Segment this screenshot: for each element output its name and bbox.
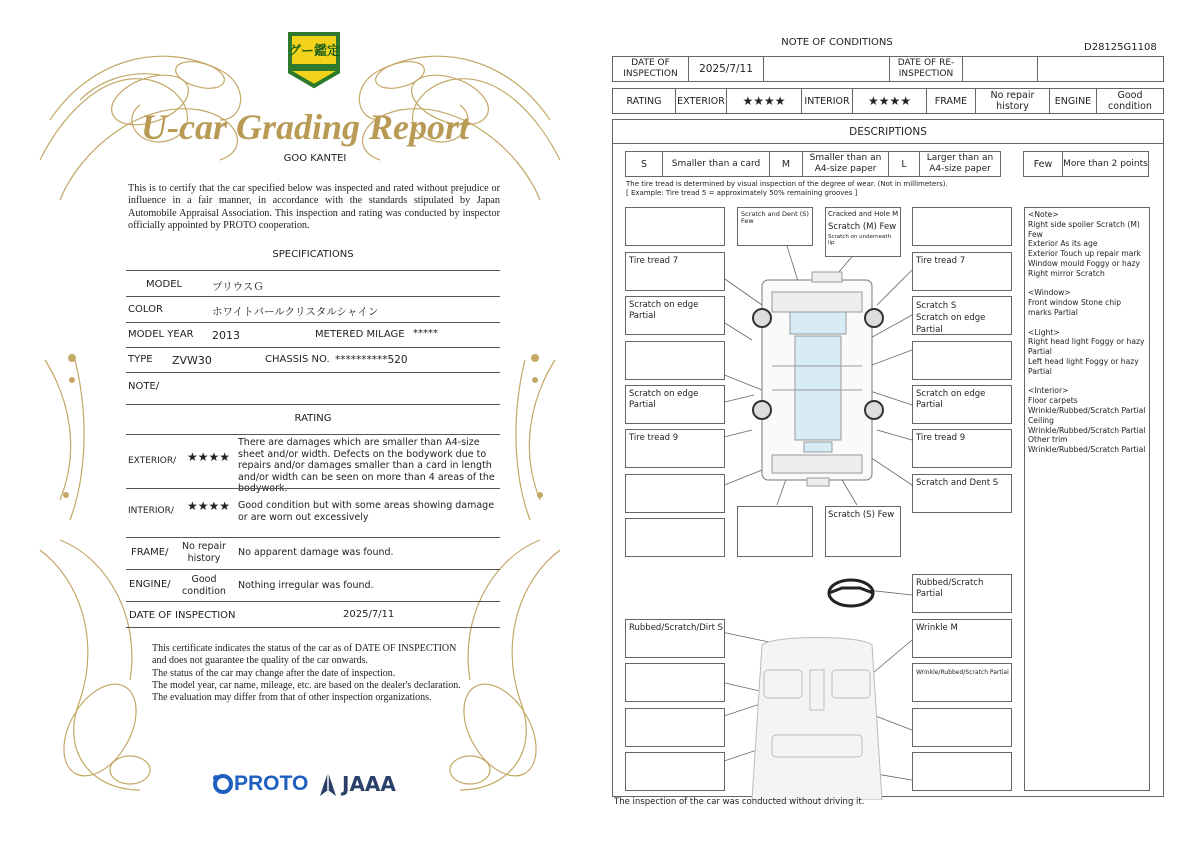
legend-l-desc: Larger than an A4-size paper [926,153,994,174]
certificate-title: U-car Grading Report [140,107,469,147]
rating-heading: RATING [294,413,332,424]
type-label: TYPE [128,354,153,365]
chassis-label: CHASSIS NO. [265,354,330,365]
callout-text: Scratch on edge Partial [629,389,699,410]
callout-text: Scratch S [916,301,957,311]
callout-right-front-door [912,296,1012,335]
note-line: Right side spoiler Scratch (M) Few [1028,219,1140,239]
callout-text: Scratch and Dent S [916,478,999,488]
callout-text: Rubbed/Scratch Partial [916,578,984,599]
note-line: Other trim Wrinkle/Rubbed/Scratch Partial [1028,435,1146,455]
note-line: Right mirror Scratch [1028,268,1105,278]
note-line: Ceiling Wrinkle/Rubbed/Scratch Partial [1028,415,1146,435]
legend-m: M [781,158,791,170]
date-of-inspection-value: 2025/7/11 [699,63,753,75]
callout-right-rear-edge [912,385,1012,424]
exterior-label: EXTERIOR [677,95,725,107]
metered-milage-value: ***** [413,328,438,339]
descriptions-heading: DESCRIPTIONS [849,125,927,138]
type-value: ZVW30 [172,354,212,367]
legend-m-desc: Smaller than an A4-size paper [809,153,882,174]
callout-text: Tire tread 7 [629,256,679,266]
footer-note: The inspection of the car was conducted without driving it. [614,797,865,807]
notes-list [1028,210,1146,455]
callout-box-empty [625,207,725,246]
callout-text: Scratch on edge Partial [916,389,986,410]
goo-kantei-logo [284,28,344,90]
model-label: MODEL [146,279,183,290]
engine-description: Nothing irregular was found. [238,580,374,591]
note-line [1028,279,1146,289]
callout-text: Tire tread 9 [629,433,679,443]
disclaimer-line: The status of the car may change after the date of inspection. [152,667,396,679]
engine-label: ENGINE/ [129,579,171,590]
legend-s: S [640,158,648,170]
note-line: <Interior> [1028,386,1069,396]
callout-box-empty [625,708,725,747]
exterior-label: EXTERIOR/ [128,456,177,466]
model-year-value: 2013 [212,329,240,342]
callout-text: Scratch on underneath lip [828,234,892,246]
callout-text: Wrinkle/Rubbed/Scratch Partial [916,669,1009,676]
disclaimer-line: This certificate indicates the status of the car as of DATE OF INSPECTION and does not guarantee the quality of the car onwards. [152,643,457,667]
exterior-description: There are damages which are smaller than A4-size sheet and/or width. Defects on the bodywork due to repairs and/or damages smaller than a card in length and/or width can be seen on more than 4 areas of the [238,437,495,483]
callout-text: Tire tread 9 [916,433,966,443]
frame-value: No repair history [990,90,1035,112]
engine-value: Good condition [182,574,226,597]
callout-text: Rubbed/Scratch/Dirt S [629,623,724,633]
model-year-label: MODEL YEAR [128,329,194,340]
note-line: Front window Stone chip marks Partial [1028,298,1122,317]
callout-text: Scratch on edge Partial [629,300,699,321]
callout-box-empty [625,474,725,513]
callout-door-trim [912,663,1012,702]
callout-left-front-edge [625,296,725,335]
car-interior-view [752,638,882,801]
date-of-inspection-label: DATE OF INSPECTION [129,610,236,621]
size-legend [625,151,1001,177]
note-line: Window mould Foggy or hazy [1028,258,1140,268]
disclaimer-line: The evaluation may differ from that of other inspection organizations. [152,692,432,704]
interior-label: INTERIOR/ [128,506,174,516]
note-line [1028,377,1146,387]
callout-box-empty [912,708,1012,747]
callout-text: Scratch (S) Few [828,510,895,520]
callout-text: Cracked and Hole M [828,210,899,218]
car-top-view [753,272,883,486]
callout-front-seat [912,619,1012,658]
proto-wordmark: PROTO [234,772,309,795]
rating-label: RATING [626,95,662,107]
rating-row [612,88,1164,114]
note-line: Left head light Foggy or hazy Partial [1028,356,1139,376]
callout-left-rear-edge [625,385,725,424]
note-of-conditions [612,0,1164,848]
callout-box-empty [625,341,725,380]
steering-wheel-icon [829,580,873,606]
color-label: COLOR [128,304,163,315]
callout-right-quarter [912,474,1012,513]
quantity-legend [1023,151,1149,177]
disclaimer-line: The model year, car name, mileage, etc. are based on the dealer's declaration. [152,679,461,691]
callout-text: Scratch (M) Few [828,222,897,232]
callout-left-rear-tire [625,429,725,468]
conditions-title: NOTE OF CONDITIONS [781,37,893,48]
org-name: GOO KANTEI [283,153,347,164]
callout-right-rear-tire [912,429,1012,468]
callout-box-empty [625,752,725,791]
note-line: <Window> [1028,288,1071,298]
legend-l: L [901,158,907,170]
legend-more: More than 2 points [1063,158,1148,169]
note-line: Exterior Touch up repair mark [1028,249,1141,259]
callout-box-empty [625,518,725,557]
color-value: ホワイトパールクリスタルシャイン [212,306,379,318]
tire-note: The tire tread is determined by visual inspection of the degree of wear. (Not in millimeters). [626,180,948,188]
note-line: <Light> [1028,327,1060,337]
frame-description: No apparent damage was found. [238,547,394,558]
callout-right-front-tire [912,252,1012,291]
engine-label: ENGINE [1054,95,1092,107]
engine-value: Good condition [1108,90,1152,112]
callout-box-empty [625,663,725,702]
callout-text: Scratch on edge Partial [916,313,986,335]
jaaa-mark-icon [318,770,338,798]
callout-front-bumper [737,207,813,246]
callout-box-empty [912,207,1012,246]
callout-front-spoiler [825,207,901,257]
model-value: プリウスＧ [212,281,264,293]
exterior-stars: ★★★★ [742,94,786,108]
jaaa-wordmark: JAAA [342,772,396,796]
callout-ceiling [625,619,725,658]
date-of-inspection-value: 2025/7/11 [343,609,395,620]
note-label: NOTE/ [128,381,160,392]
chassis-value: **********520 [335,354,408,366]
legend-s-desc: Smaller than a card [671,158,761,169]
proto-mark-icon [212,773,234,795]
tire-example: [ Example: Tire tread 5 = approximately 50% remaining grooves ] [626,189,858,197]
note-line [1028,318,1146,328]
certification-statement: This is to certify that the car specified below was inspected and rated without prejudice or influence in a fair manner, in accordance with the standards stipulated by Japan Automobile Appraisal Association. This inspection and rating was conducted by inspector officially appointed by PROTO cooperation. [128,183,500,232]
callout-rear-bumper [825,506,901,557]
disclaimer [152,643,467,704]
frame-label: FRAME/ [131,547,169,558]
callout-box-empty [737,506,813,557]
interior-description: Good condition but with some areas showing damage or are worn out excessively [238,500,495,523]
exterior-stars: ★★★★ [187,450,231,464]
note-line: Right head light Foggy or hazy Partial [1028,337,1145,357]
proto-logo [212,770,322,798]
note-line: Floor carpets Wrinkle/Rubbed/Scratch Partial [1028,396,1146,415]
frame-value: No repair history [182,541,226,564]
callout-box-empty [912,752,1012,791]
date-row [612,56,1164,82]
interior-label: INTERIOR [804,95,850,107]
callout-box-empty [912,341,1012,380]
callout-text: Tire tread 7 [916,256,966,266]
date-of-inspection-label: DATE OF INSPECTION [623,58,678,79]
metered-milage-label: METERED MILAGE [315,329,405,340]
interior-stars: ★★★★ [187,499,231,513]
legend-few: Few [1033,158,1053,170]
callout-steering [912,574,1012,613]
document-id: D28125G1108 [1084,42,1157,53]
logo-text: グー鑑定 [287,44,340,59]
notes-panel [1024,207,1150,791]
interior-stars: ★★★★ [867,94,912,108]
note-line: Exterior As its age [1028,239,1098,249]
note-line: <Note> [1028,210,1059,219]
jaaa-logo [318,770,398,798]
callout-text: Wrinkle M [916,623,958,633]
specifications-heading: SPECIFICATIONS [272,249,354,260]
callout-left-front-tire [625,252,725,291]
callout-text: Scratch and Dent (S) Few [741,210,809,225]
frame-label: FRAME [934,95,968,107]
re-inspection-label: DATE OF RE-INSPECTION [897,58,955,79]
